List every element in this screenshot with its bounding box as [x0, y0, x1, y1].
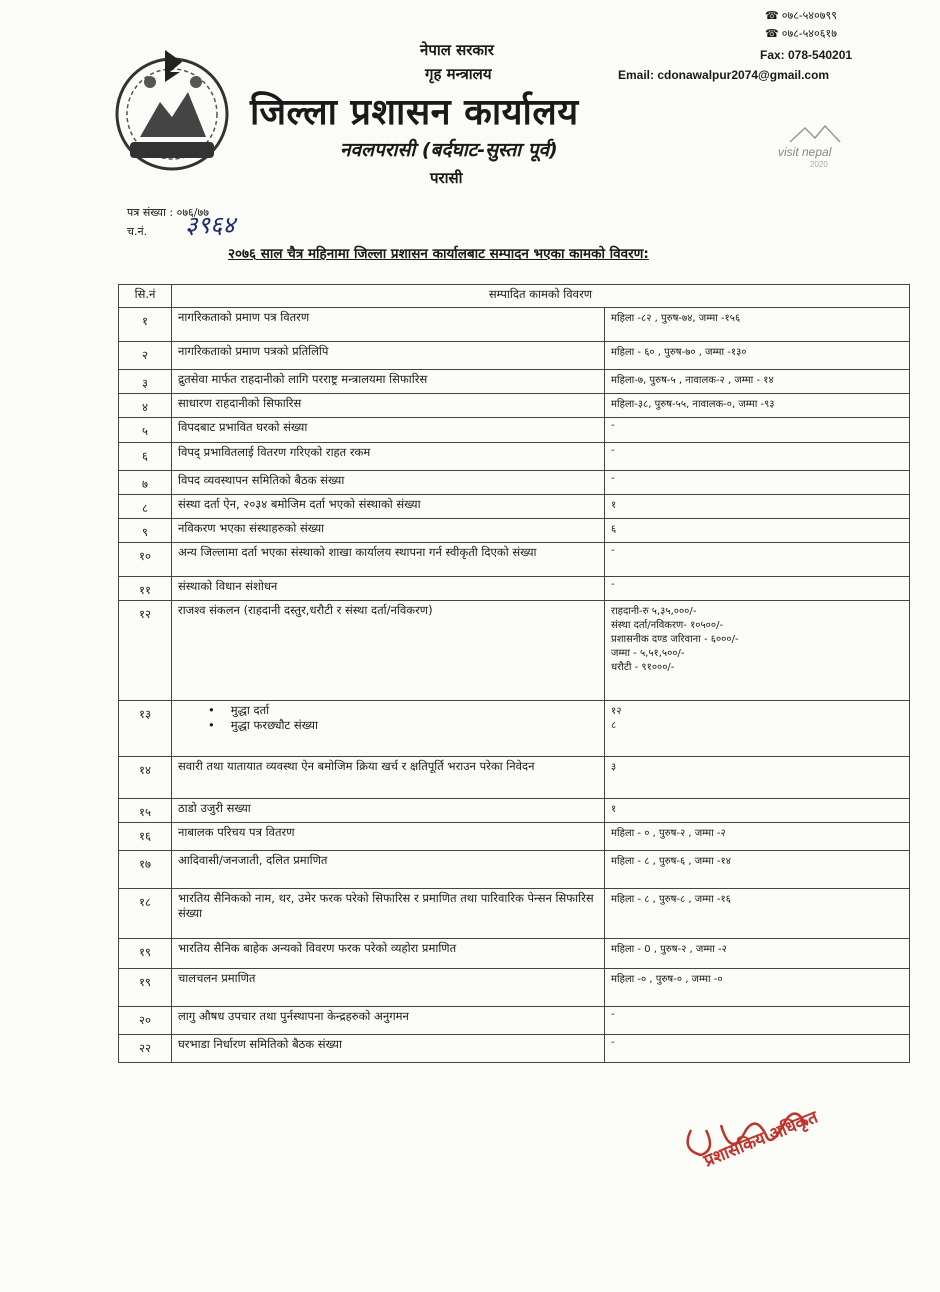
table-row	[119, 394, 910, 418]
revenue-line: धरौटी - ९१०००/-	[611, 662, 675, 673]
case-value: ८	[611, 720, 617, 731]
dispatch-label: च.नं.	[127, 225, 148, 238]
row-sn: १५	[119, 799, 172, 823]
revenue-line: संस्था दर्ता/नविकरण- १०५००/-	[611, 620, 724, 631]
row-statistic: ३	[605, 757, 910, 799]
row-description: आदिवासी/जनजाती, दलित प्रमाणित	[172, 851, 605, 889]
row-statistic: -	[605, 1007, 910, 1035]
row-description: द्रुतसेवा मार्फत राहदानीको लागि परराष्ट्र मन्त्रालयमा सिफारिस	[172, 370, 605, 394]
table-row	[119, 799, 910, 823]
row-statistic: महिला - ८ , पुरुष-८ , जम्मा -१६	[605, 889, 910, 939]
row-statistic: महिला-७, पुरुष-५ , नावालक-२ , जम्मा - १४	[605, 370, 910, 394]
fax-number: Fax: 078-540201	[760, 48, 853, 62]
row-sn: ११	[119, 577, 172, 601]
row-statistic: -	[605, 543, 910, 577]
row-description: संस्थाको विधान संशोधन	[172, 577, 605, 601]
table-header-row	[119, 285, 910, 308]
row-statistic: १	[605, 799, 910, 823]
row-statistic: महिला-३८, पुरुष-५५, नावालक-०, जम्मा -९३	[605, 394, 910, 418]
designation-stamp: प्रशासकिय अधिकृत	[701, 1107, 821, 1172]
table-row	[119, 601, 910, 701]
row-sn: ५	[119, 418, 172, 443]
row-description: नागरिकताको प्रमाण पत्र वितरण	[172, 308, 605, 342]
row-description: नविकरण भएका संस्थाहरुको संख्या	[172, 519, 605, 543]
headquarters: परासी	[430, 169, 463, 187]
revenue-line: जम्मा - ५,५१,५००/-	[611, 648, 685, 659]
row-sn: १०	[119, 543, 172, 577]
row-statistic: महिला - ८ , पुरुष-६ , जम्मा -१४	[605, 851, 910, 889]
row-statistic: -	[605, 1035, 910, 1063]
row-description: राजश्व संकलन (राहदानी दस्तुर,धरौटी र संस्था दर्ता/नविकरण)	[172, 601, 605, 701]
revenue-line: प्रशासनीक दण्ड जरिवाना - ६०००/-	[611, 634, 739, 645]
table-row	[119, 443, 910, 471]
table-row	[119, 370, 910, 394]
row-sn: ७	[119, 471, 172, 495]
row-statistic	[605, 701, 910, 757]
row-description: साधारण राहदानीको सिफारिस	[172, 394, 605, 418]
header-details: सम्पादित कामको विवरण	[172, 285, 910, 308]
row-description: ठाडो उजुरी सख्या	[172, 799, 605, 823]
row-statistic: ६	[605, 519, 910, 543]
table-row	[119, 543, 910, 577]
row-statistic: महिला - ६० , पुरुष-७० , जम्मा -१३०	[605, 342, 910, 370]
row-description: भारतिय सैनिक बाहेक अन्यको विवरण फरक परेको व्यहोरा प्रमाणित	[172, 939, 605, 969]
row-statistic: -	[605, 418, 910, 443]
phone-icon: ☎	[765, 28, 782, 40]
row-sn: १४	[119, 757, 172, 799]
office-title: जिल्ला प्रशासन कार्यालय	[250, 92, 579, 133]
row-description: विपद् प्रभावितलाई वितरण गरिएको राहत रकम	[172, 443, 605, 471]
table-row	[119, 342, 910, 370]
table-row	[119, 701, 910, 757]
table-row	[119, 495, 910, 519]
row-description: संस्था दर्ता ऐन, २०३४ बमोजिम दर्ता भएको संस्थाको संख्या	[172, 495, 605, 519]
row-sn: ६	[119, 443, 172, 471]
row-sn: १२	[119, 601, 172, 701]
row-description: घरभाडा निर्धारण समितिको बैठक संख्या	[172, 1035, 605, 1063]
table-row	[119, 577, 910, 601]
header-sn: सि.नं	[119, 285, 172, 308]
district-name: नवलपरासी (बर्दघाट-सुस्ता पूर्व)	[340, 139, 558, 161]
row-description: विपदबाट प्रभावित घरको संख्या	[172, 418, 605, 443]
row-statistic: महिला - ० , पुरुष-२ , जम्मा -२	[605, 823, 910, 851]
row-sn: १८	[119, 889, 172, 939]
row-sn: १३	[119, 701, 172, 757]
phone-2: ☎ ०७८-५४०६१७	[765, 28, 837, 40]
row-sn: ८	[119, 495, 172, 519]
row-sn: ४	[119, 394, 172, 418]
case-value: १२	[611, 706, 622, 717]
row-description	[172, 701, 605, 757]
case-item: • मुद्धा फरछ्यौट संख्या	[178, 718, 598, 733]
row-description: भारतिय सैनिकको नाम, थर, उमेर फरक परेको सिफारिस र प्रमाणित तथा पारिवारिक पेन्सन सिफारिस संख्या	[172, 889, 605, 939]
row-statistic: महिला -८२ , पुरुष-७४, जम्मा -१५६	[605, 308, 910, 342]
row-statistic: -	[605, 471, 910, 495]
row-description: सवारी तथा यातायात व्यवस्था ऐन बमोजिम क्रिया खर्च र क्षतिपूर्ति भराउन परेका निवेदन	[172, 757, 605, 799]
table-row	[119, 519, 910, 543]
table-row	[119, 939, 910, 969]
phone-icon: ☎	[765, 10, 782, 22]
row-statistic: -	[605, 577, 910, 601]
nepal-government-emblem-icon	[110, 42, 235, 177]
table-row	[119, 1007, 910, 1035]
row-sn: २	[119, 342, 172, 370]
table-row	[119, 308, 910, 342]
letter-number: पत्र संख्या : ०७६/७७	[127, 206, 209, 219]
row-sn: १९	[119, 969, 172, 1007]
row-description: लागु औषध उपचार तथा पुर्नस्थापना केन्द्रहरुको अनुगमन	[172, 1007, 605, 1035]
row-description: नाबालक परिचय पत्र वितरण	[172, 823, 605, 851]
table-row	[119, 757, 910, 799]
row-statistic: १	[605, 495, 910, 519]
table-row	[119, 851, 910, 889]
ministry-name: गृह मन्त्रालय	[425, 65, 492, 83]
report-heading: २०७६ साल चैत्र महिनामा जिल्ला प्रशासन कार्यालबाट सम्पादन भएका कामको विवरण:	[228, 246, 649, 262]
row-sn: १	[119, 308, 172, 342]
row-sn: १७	[119, 851, 172, 889]
case-item: • मुद्धा दर्ता	[178, 703, 598, 718]
row-sn: २२	[119, 1035, 172, 1063]
svg-text:visit nepal: visit nepal	[778, 145, 832, 159]
revenue-breakdown	[605, 601, 910, 701]
row-statistic: महिला - 0 , पुरुष-२ , जम्मा -२	[605, 939, 910, 969]
row-description: अन्य जिल्लामा दर्ता भएका संस्थाको शाखा कार्यालय स्थापना गर्न स्वीकृती दिएको संख्या	[172, 543, 605, 577]
table-row	[119, 1035, 910, 1063]
email-address: Email: cdonawalpur2074@gmail.com	[618, 68, 830, 82]
dispatch-number-handwritten: ३९६४	[185, 211, 235, 239]
row-sn: ३	[119, 370, 172, 394]
row-statistic: -	[605, 443, 910, 471]
revenue-line: राहदानी-रु ५,३५,०००/-	[611, 606, 697, 617]
row-sn: १६	[119, 823, 172, 851]
work-details-table	[118, 284, 910, 1063]
row-description: चालचलन प्रमाणित	[172, 969, 605, 1007]
svg-text:2020: 2020	[810, 160, 828, 169]
table-row	[119, 471, 910, 495]
table-row	[119, 418, 910, 443]
table-row	[119, 969, 910, 1007]
row-sn: १९	[119, 939, 172, 969]
visit-nepal-logo-icon	[770, 120, 860, 170]
table-row	[119, 889, 910, 939]
row-description: नागरिकताको प्रमाण पत्रको प्रतिलिपि	[172, 342, 605, 370]
row-sn: ९	[119, 519, 172, 543]
phone-1: ☎ ०७८-५४०७९९	[765, 10, 837, 22]
table-row	[119, 823, 910, 851]
government-name: नेपाल सरकार	[420, 41, 494, 59]
row-sn: २०	[119, 1007, 172, 1035]
row-statistic: महिला -० , पुरुष-० , जम्मा -०	[605, 969, 910, 1007]
row-description: विपद व्यवस्थापन समितिको बैठक संख्या	[172, 471, 605, 495]
